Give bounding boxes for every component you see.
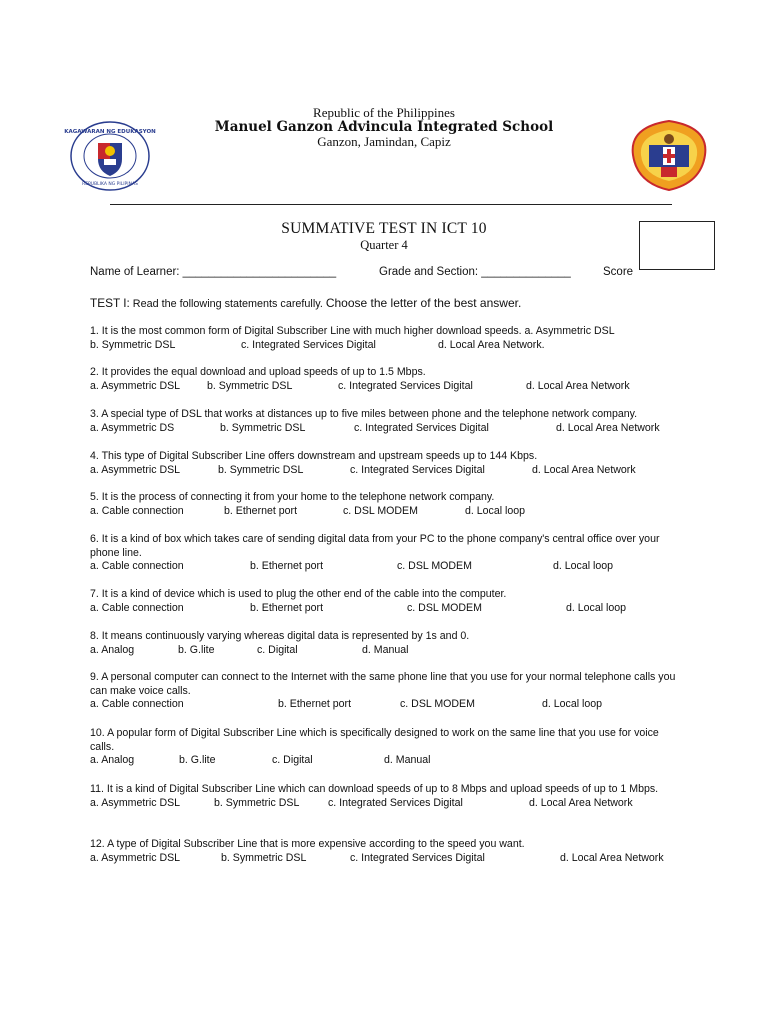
answer-option: a. Asymmetric DSL (90, 851, 181, 864)
answer-option: a. Asymmetric DS (90, 421, 175, 434)
question-1 (90, 325, 685, 353)
answer-option: b. G.lite (179, 754, 216, 766)
answer-option: d. Local loop (465, 504, 526, 517)
answer-option: a. Cable connection (90, 601, 184, 614)
question-8 (90, 630, 685, 658)
answer-option: d. Manual (362, 643, 409, 656)
answer-option: b. G.lite (178, 643, 215, 656)
question-2 (90, 366, 685, 394)
answer-option: c. Integrated Services Digital (350, 463, 485, 476)
answer-option: b. Ethernet port (278, 698, 352, 710)
answer-option: c. Integrated Services Digital (241, 338, 376, 351)
svg-text:REPUBLIKA NG PILIPINAS: REPUBLIKA NG PILIPINAS (82, 182, 138, 187)
answer-option: b. Symmetric DSL (221, 851, 307, 864)
answer-option: c. Integrated Services Digital (338, 379, 473, 392)
answer-option: c. Integrated Services Digital (328, 796, 463, 809)
answer-option: b. Ethernet port (250, 560, 324, 572)
answer-option: b. Ethernet port (224, 504, 298, 517)
question-stem: 1. It is the most common form of Digital Subscriber Line with much higher download speeds. a. Asymmetric DSL (90, 325, 615, 337)
question-12 (90, 838, 685, 866)
grade-section-field: Grade and Section: ______________ (379, 266, 571, 278)
answer-option: d. Local loop (542, 698, 603, 710)
question-stem: 7. It is a kind of device which is used to plug the other end of the cable into the computer. (90, 588, 507, 600)
answer-option: b. Symmetric DSL (207, 379, 293, 392)
answer-options (90, 852, 685, 866)
svg-text:KAGAWARAN NG EDUKASYON: KAGAWARAN NG EDUKASYON (64, 129, 156, 135)
answer-option: c. Digital (272, 754, 313, 766)
test-label: TEST I: (90, 296, 130, 310)
question-4 (90, 450, 685, 478)
answer-options (90, 464, 685, 478)
answer-option: b. Symmetric DSL (214, 796, 300, 809)
question-5 (90, 491, 685, 519)
question-stem: 8. It means continuously varying whereas digital data is represented by 1s and 0. (90, 630, 470, 642)
test-instructions (90, 296, 521, 310)
answer-option: b. Symmetric DSL (90, 338, 176, 351)
answer-option: d. Manual (384, 754, 431, 766)
answer-option: a. Cable connection (90, 504, 184, 517)
answer-option: d. Local Area Network (532, 463, 636, 476)
answer-option: d. Local Area Network (529, 796, 633, 809)
question-stem: 6. It is a kind of box which takes care of sending digital data from your PC to the phone company's central office over your phone line. (90, 533, 660, 559)
answer-option: d. Local Area Network. (438, 338, 545, 351)
instruction-text-2: Choose the letter of the best answer. (325, 296, 522, 310)
header-address: Ganzon, Jamindan, Capiz (317, 134, 451, 149)
header-divider (110, 204, 672, 205)
question-stem: 5. It is the process of connecting it from your home to the telephone network company. (90, 491, 495, 503)
question-stem: 4. This type of Digital Subscriber Line offers downstream and upstream speeds up to 144 Kbps. (90, 450, 538, 462)
answer-option: b. Symmetric DSL (220, 421, 306, 434)
question-stem: 12. A type of Digital Subscriber Line that is more expensive according to the speed you want. (90, 838, 525, 850)
answer-option: d. Local Area Network (526, 379, 630, 392)
answer-option: a. Analog (90, 754, 135, 766)
answer-option: a. Analog (90, 643, 135, 656)
answer-option: a. Asymmetric DSL (90, 379, 181, 392)
answer-options (90, 422, 685, 436)
answer-option: a. Asymmetric DSL (90, 796, 181, 809)
question-stem: 11. It is a kind of Digital Subscriber Line which can download speeds of up to 8 Mbps and upload speeds of up to 1 Mbps. (90, 783, 659, 795)
score-box (639, 221, 715, 270)
answer-option: a. Asymmetric DSL (90, 463, 181, 476)
learner-name-field: Name of Learner: ________________________ (90, 266, 337, 278)
answer-option: c. DSL MODEM (407, 601, 482, 614)
answer-option: b. Ethernet port (250, 601, 324, 614)
answer-option: c. DSL MODEM (343, 504, 418, 517)
answer-option: a. Cable connection (90, 560, 184, 572)
question-3 (90, 408, 685, 436)
question-6 (90, 533, 685, 574)
answer-option: c. DSL MODEM (400, 698, 475, 710)
question-7 (90, 588, 685, 616)
answer-options (90, 644, 685, 658)
answer-options (90, 797, 685, 811)
question-stem: 9. A personal computer can connect to the Internet with the same phone line that you use for your normal telephone calls you can make voice calls. (90, 671, 676, 697)
answer-option: c. DSL MODEM (397, 560, 472, 572)
answer-options (90, 505, 685, 519)
answer-option: c. Integrated Services Digital (354, 421, 489, 434)
question-9 (90, 671, 685, 712)
answer-options (90, 754, 685, 768)
answer-options (90, 560, 685, 574)
score-label: Score (603, 266, 634, 278)
quarter-label: Quarter 4 (360, 238, 408, 252)
answer-option: d. Local loop (566, 601, 627, 614)
answer-options (90, 698, 685, 712)
answer-options (90, 380, 685, 394)
question-stem: 3. A special type of DSL that works at distances up to five miles between phone and the telephone network company. (90, 408, 638, 420)
answer-option: c. Digital (257, 643, 298, 656)
header-school-name: Manuel Ganzon Advincula Integrated School (214, 119, 554, 135)
question-11 (90, 783, 685, 811)
answer-option: d. Local Area Network (560, 851, 664, 864)
answer-option: a. Cable connection (90, 698, 184, 710)
answer-options (90, 339, 685, 353)
header-republic: Republic of the Philippines (313, 105, 455, 120)
test-title: SUMMATIVE TEST IN ICT 10 (281, 220, 487, 237)
question-stem: 10. A popular form of Digital Subscriber Line which is specifically designed to work on the same line that you use for voice calls. (90, 727, 659, 753)
answer-option: c. Integrated Services Digital (350, 851, 485, 864)
answer-option: d. Local loop (553, 560, 614, 572)
answer-option: d. Local Area Network (556, 421, 660, 434)
instruction-text-1: Read the following statements carefully. (129, 298, 326, 310)
answer-options (90, 602, 685, 616)
question-10 (90, 727, 685, 768)
question-stem: 2. It provides the equal download and upload speeds of up to 1.5 Mbps. (90, 366, 426, 378)
answer-option: b. Symmetric DSL (218, 463, 304, 476)
